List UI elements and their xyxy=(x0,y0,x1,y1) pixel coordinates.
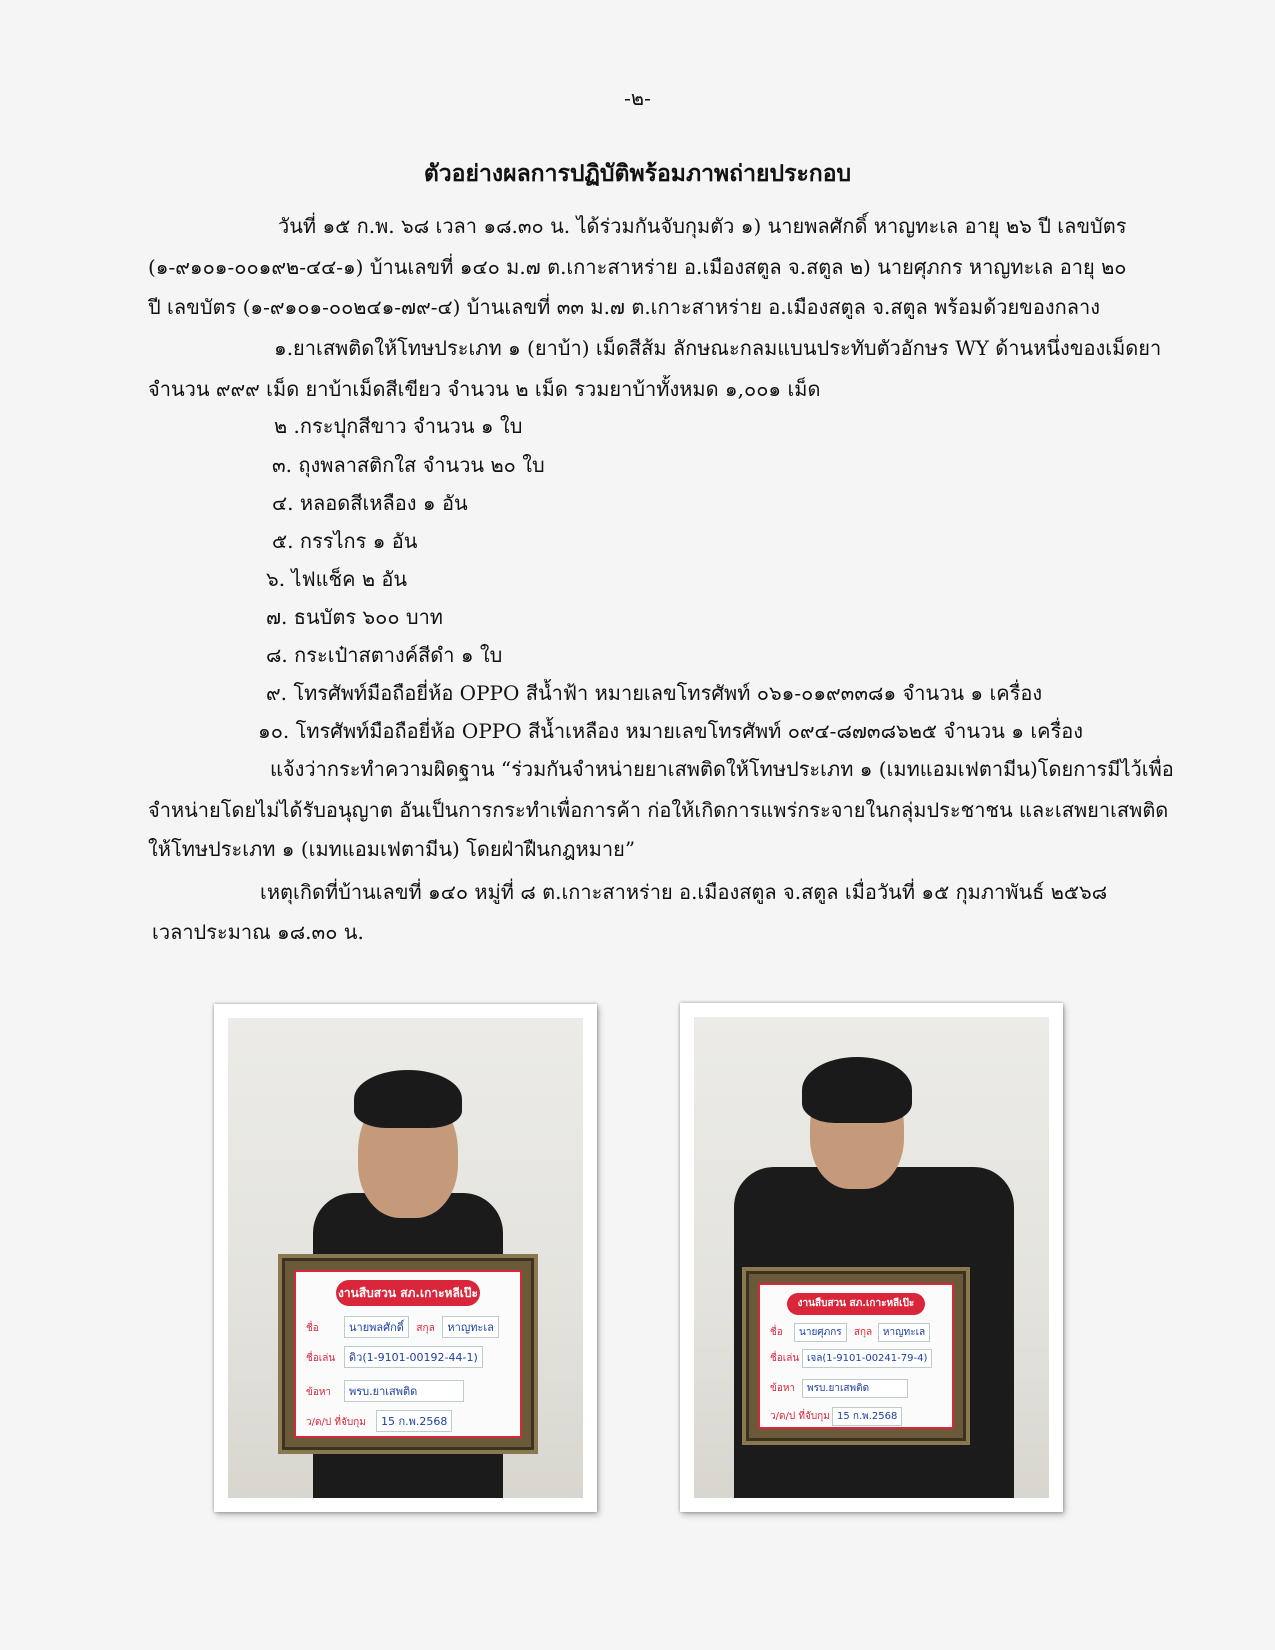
evidence-item: ๓. ถุงพลาสติกใส จำนวน ๒๐ ใบ xyxy=(272,453,545,477)
person-hair xyxy=(354,1070,462,1128)
paragraph-line: ปี เลขบัตร (๑-๙๑๐๑-๐๐๒๔๑-๗๙-๔) บ้านเลขที่ ๓๓ ม.๗ ต.เกาะสาหร่าย อ.เมืองสตูล จ.สตูล พร้อมด้วยของกลาง xyxy=(148,295,1100,319)
evidence-item: จำนวน ๙๙๙ เม็ด ยาบ้าเม็ดสีเขียว จำนวน ๒ เม็ด รวมยาบ้าทั้งหมด ๑,๐๐๑ เม็ด xyxy=(148,377,821,401)
evidence-item: ๕. กรรไกร ๑ อัน xyxy=(272,529,418,553)
charge-line: จำหน่ายโดยไม่ได้รับอนุญาต อันเป็นการกระทำเพื่อการค้า ก่อให้เกิดการแพร่กระจายในกลุ่มประชาชน และเสพยาเสพติด xyxy=(148,798,1169,822)
evidence-item: ๖. ไฟแช็ค ๒ อัน xyxy=(266,567,408,591)
evidence-item: ๑๐. โทรศัพท์มือถือยี่ห้อ OPPO สีน้ำเหลือง หมายเลขโทรศัพท์ ๐๙๔-๘๗๓๘๖๒๕ จำนวน ๑ เครื่อง xyxy=(258,719,1084,743)
evidence-item: ๔. หลอดสีเหลือง ๑ อัน xyxy=(272,491,468,515)
board-charge-row: ข้อหา พรบ.ยาเสพติด xyxy=(306,1380,510,1402)
photo-image xyxy=(694,1017,1049,1498)
board-date-row: ว/ด/ป ที่จับกุม 15 ก.พ.2568 xyxy=(770,1407,942,1426)
evidence-item: ๑.ยาเสพติดให้โทษประเภท ๑ (ยาบ้า) เม็ดสีส้ม ลักษณะกลมแบนประทับตัวอักษร WY ด้านหนึ่งของเม็ดยา xyxy=(274,336,1162,360)
paragraph-line: วันที่ ๑๕ ก.พ. ๖๘ เวลา ๑๘.๓๐ น. ได้ร่วมกันจับกุมตัว ๑) นายพลศักดิ์ หาญทะเล อายุ ๒๖ ปี เลขบัตร xyxy=(278,214,1127,238)
board-date-row: ว/ด/ป ที่จับกุม 15 ก.พ.2568 xyxy=(306,1410,510,1432)
person-hair xyxy=(802,1057,912,1123)
suspect-photo-1 xyxy=(214,1004,597,1512)
incident-line: เหตุเกิดที่บ้านเลขที่ ๑๔๐ หมู่ที่ ๘ ต.เกาะสาหร่าย อ.เมืองสตูล จ.สตูล เมื่อวันที่ ๑๕ กุมภาพันธ์ ๒๕๖๘ xyxy=(260,880,1108,904)
evidence-item: ๘. กระเป๋าสตางค์สีดำ ๑ ใบ xyxy=(266,643,503,667)
board-header: งานสืบสวน สภ.เกาะหลีเป๊ะ xyxy=(787,1293,925,1315)
board-name-row: ชื่อ นายศุภกร สกุล หาญทะเล xyxy=(770,1323,942,1342)
name-board xyxy=(742,1267,970,1445)
paragraph-line: (๑-๙๑๐๑-๐๐๑๙๒-๔๔-๑) บ้านเลขที่ ๑๔๐ ม.๗ ต.เกาะสาหร่าย อ.เมืองสตูล จ.สตูล ๒) นายศุภกร หาญทะเล อายุ ๒๐ xyxy=(148,255,1127,279)
evidence-item: ๒ .กระปุกสีขาว จำนวน ๑ ใบ xyxy=(274,414,523,438)
suspect-photo-2 xyxy=(680,1003,1063,1512)
charge-line: ให้โทษประเภท ๑ (เมทแอมเฟตามีน) โดยฝ่าฝืนกฎหมาย” xyxy=(148,837,636,861)
evidence-item: ๗. ธนบัตร ๖๐๐ บาท xyxy=(266,605,443,629)
board-name-row: ชื่อ นายพลศักดิ์ สกุล หาญทะเล xyxy=(306,1316,510,1338)
evidence-item: ๙. โทรศัพท์มือถือยี่ห้อ OPPO สีน้ำฟ้า หมายเลขโทรศัพท์ ๐๖๑-๐๑๙๓๓๘๑ จำนวน ๑ เครื่อง xyxy=(266,681,1043,705)
charge-line: แจ้งว่ากระทำความผิดฐาน “ร่วมกันจำหน่ายยาเสพติดให้โทษประเภท ๑ (เมทแอมเฟตามีน)โดยการมีไว้เพื่อ xyxy=(270,757,1174,781)
page-title: ตัวอย่างผลการปฏิบัติพร้อมภาพถ่ายประกอบ xyxy=(423,160,852,187)
incident-line: เวลาประมาณ ๑๘.๓๐ น. xyxy=(152,920,364,944)
board-charge-row: ข้อหา พรบ.ยาเสพติด xyxy=(770,1379,942,1398)
name-board xyxy=(278,1254,538,1454)
page-number: -๒- xyxy=(624,86,651,110)
board-header: งานสืบสวน สภ.เกาะหลีเป๊ะ xyxy=(336,1280,479,1306)
board-nick-row: ชื่อเล่น เจล(1-9101-00241-79-4) xyxy=(770,1349,942,1368)
board-nick-row: ชื่อเล่น ดิว(1-9101-00192-44-1) xyxy=(306,1346,510,1368)
photo-image xyxy=(228,1018,583,1498)
